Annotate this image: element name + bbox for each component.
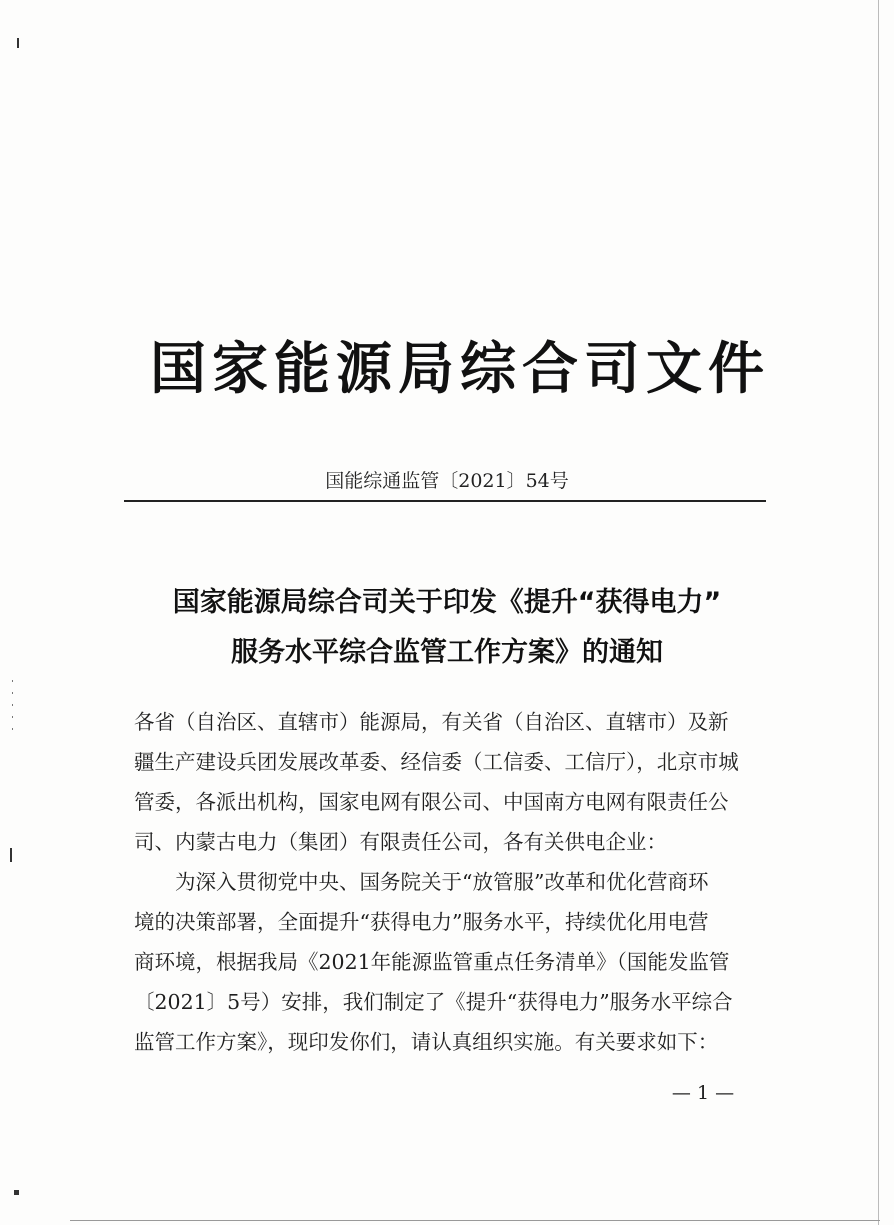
document-header-title: 国家能源局综合司文件 <box>150 336 770 402</box>
scan-edge <box>70 1220 880 1221</box>
addressee-block <box>134 702 774 862</box>
page-number: — 1 — <box>671 1082 735 1104</box>
body-paragraph <box>134 862 774 1062</box>
scan-artifact <box>10 848 12 862</box>
document-number: 国能综通监管〔2021〕54号 <box>325 470 569 492</box>
scan-artifact <box>17 38 19 48</box>
scan-artifact <box>12 680 13 740</box>
paragraph-line: 商环境，根据我局《2021年能源监管重点任务清单》（国能发监管 <box>134 950 730 974</box>
notice-title-line: 服务水平综合监管工作方案》的通知 <box>231 637 663 668</box>
header-divider <box>124 500 766 502</box>
paragraph-line: 境的决策部署，全面提升“获得电力”服务水平，持续优化用电营 <box>134 910 709 934</box>
notice-title-line: 国家能源局综合司关于印发《提升“获得电力” <box>172 587 722 618</box>
scan-edge <box>878 0 879 1225</box>
paragraph-line: 为深入贯彻党中央、国务院关于“放管服”改革和优化营商环 <box>134 870 709 894</box>
addressee-line: 疆生产建设兵团发展改革委、经信委（工信委、工信厅），北京市城 <box>134 750 739 774</box>
paragraph-line: 监管工作方案》，现印发你们，请认真组织实施。有关要求如下： <box>134 1030 719 1054</box>
addressee-line: 司、内蒙古电力（集团）有限责任公司，各有关供电企业： <box>134 830 667 854</box>
addressee-line: 管委，各派出机构，国家电网有限公司、中国南方电网有限责任公 <box>134 790 729 814</box>
paragraph-line: 〔2021〕5号）安排，我们制定了《提升“获得电力”服务水平综合 <box>134 990 733 1014</box>
scan-artifact <box>14 1190 19 1195</box>
notice-title <box>100 578 794 678</box>
addressee-line: 各省（自治区、直辖市）能源局，有关省（自治区、直辖市）及新 <box>134 710 729 734</box>
